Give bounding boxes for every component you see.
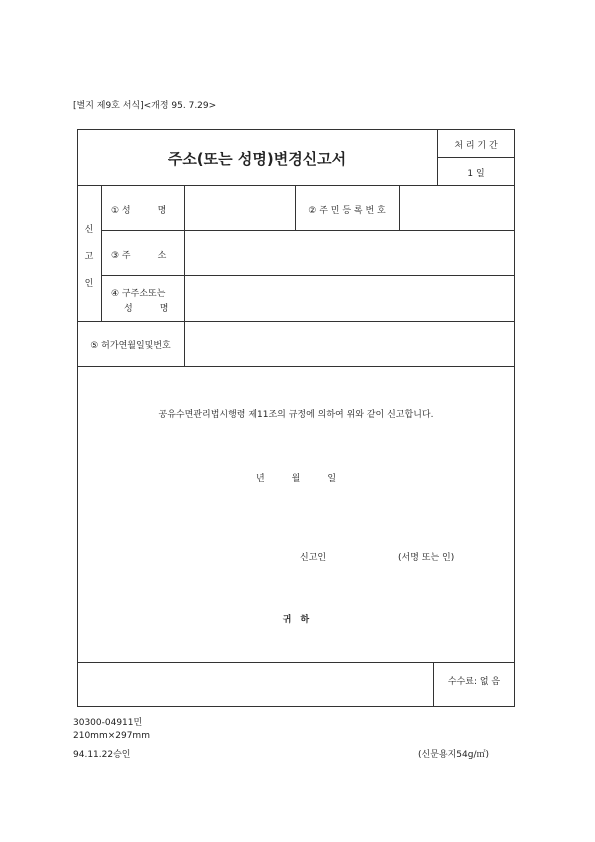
processing-period-value: 1 일 (467, 169, 485, 179)
divider-processing (437, 157, 515, 158)
address-field[interactable] (185, 231, 514, 274)
address-label: ③ 주 소 (111, 251, 167, 261)
reporter-side-label-3: 인 (84, 279, 94, 289)
paper-spec: (신문용지54g/㎡) (418, 750, 489, 760)
signature-note: (서명 또는 인) (398, 553, 455, 563)
recipient-label: 귀 하 (282, 615, 310, 625)
divider-fee (77, 662, 515, 663)
form-code: 30300-04911민 (73, 718, 143, 728)
approval-date: 94.11.22승인 (73, 750, 131, 760)
reporter-label: 신고인 (300, 553, 327, 563)
fee-label: 수수료: 없 음 (447, 677, 501, 687)
divider-row4 (77, 366, 515, 367)
reporter-side-label-2: 고 (84, 252, 94, 262)
paper-size: 210mm×297mm (73, 731, 150, 741)
old-address-or-name-field[interactable] (185, 276, 514, 320)
permit-date-number-label: ⑤ 허가연월일및번호 (90, 341, 171, 351)
name-field[interactable] (185, 186, 294, 229)
name-label: ① 성 명 (111, 206, 167, 216)
resident-number-field[interactable] (400, 186, 514, 229)
resident-number-label: ② 주 민 등 록 번 호 (308, 206, 386, 216)
old-address-label: ④ 구주소또는 (111, 289, 166, 299)
date-line: 년 월 일 (255, 474, 337, 484)
declaration-statement: 공유수면관리법시행령 제11조의 규정에 의하여 위와 같이 신고합니다. (158, 410, 434, 420)
divider-side-label (101, 185, 102, 321)
permit-date-number-field[interactable] (185, 322, 514, 365)
form-number-note: [별지 제9호 서식]<개정 95. 7.29> (73, 101, 217, 111)
form-title: 주소(또는 성명)변경신고서 (167, 150, 347, 168)
processing-period-label: 처 리 기 간 (454, 141, 498, 151)
reporter-side-label-1: 신 (84, 225, 94, 235)
old-name-label: 성 명 (124, 304, 169, 314)
